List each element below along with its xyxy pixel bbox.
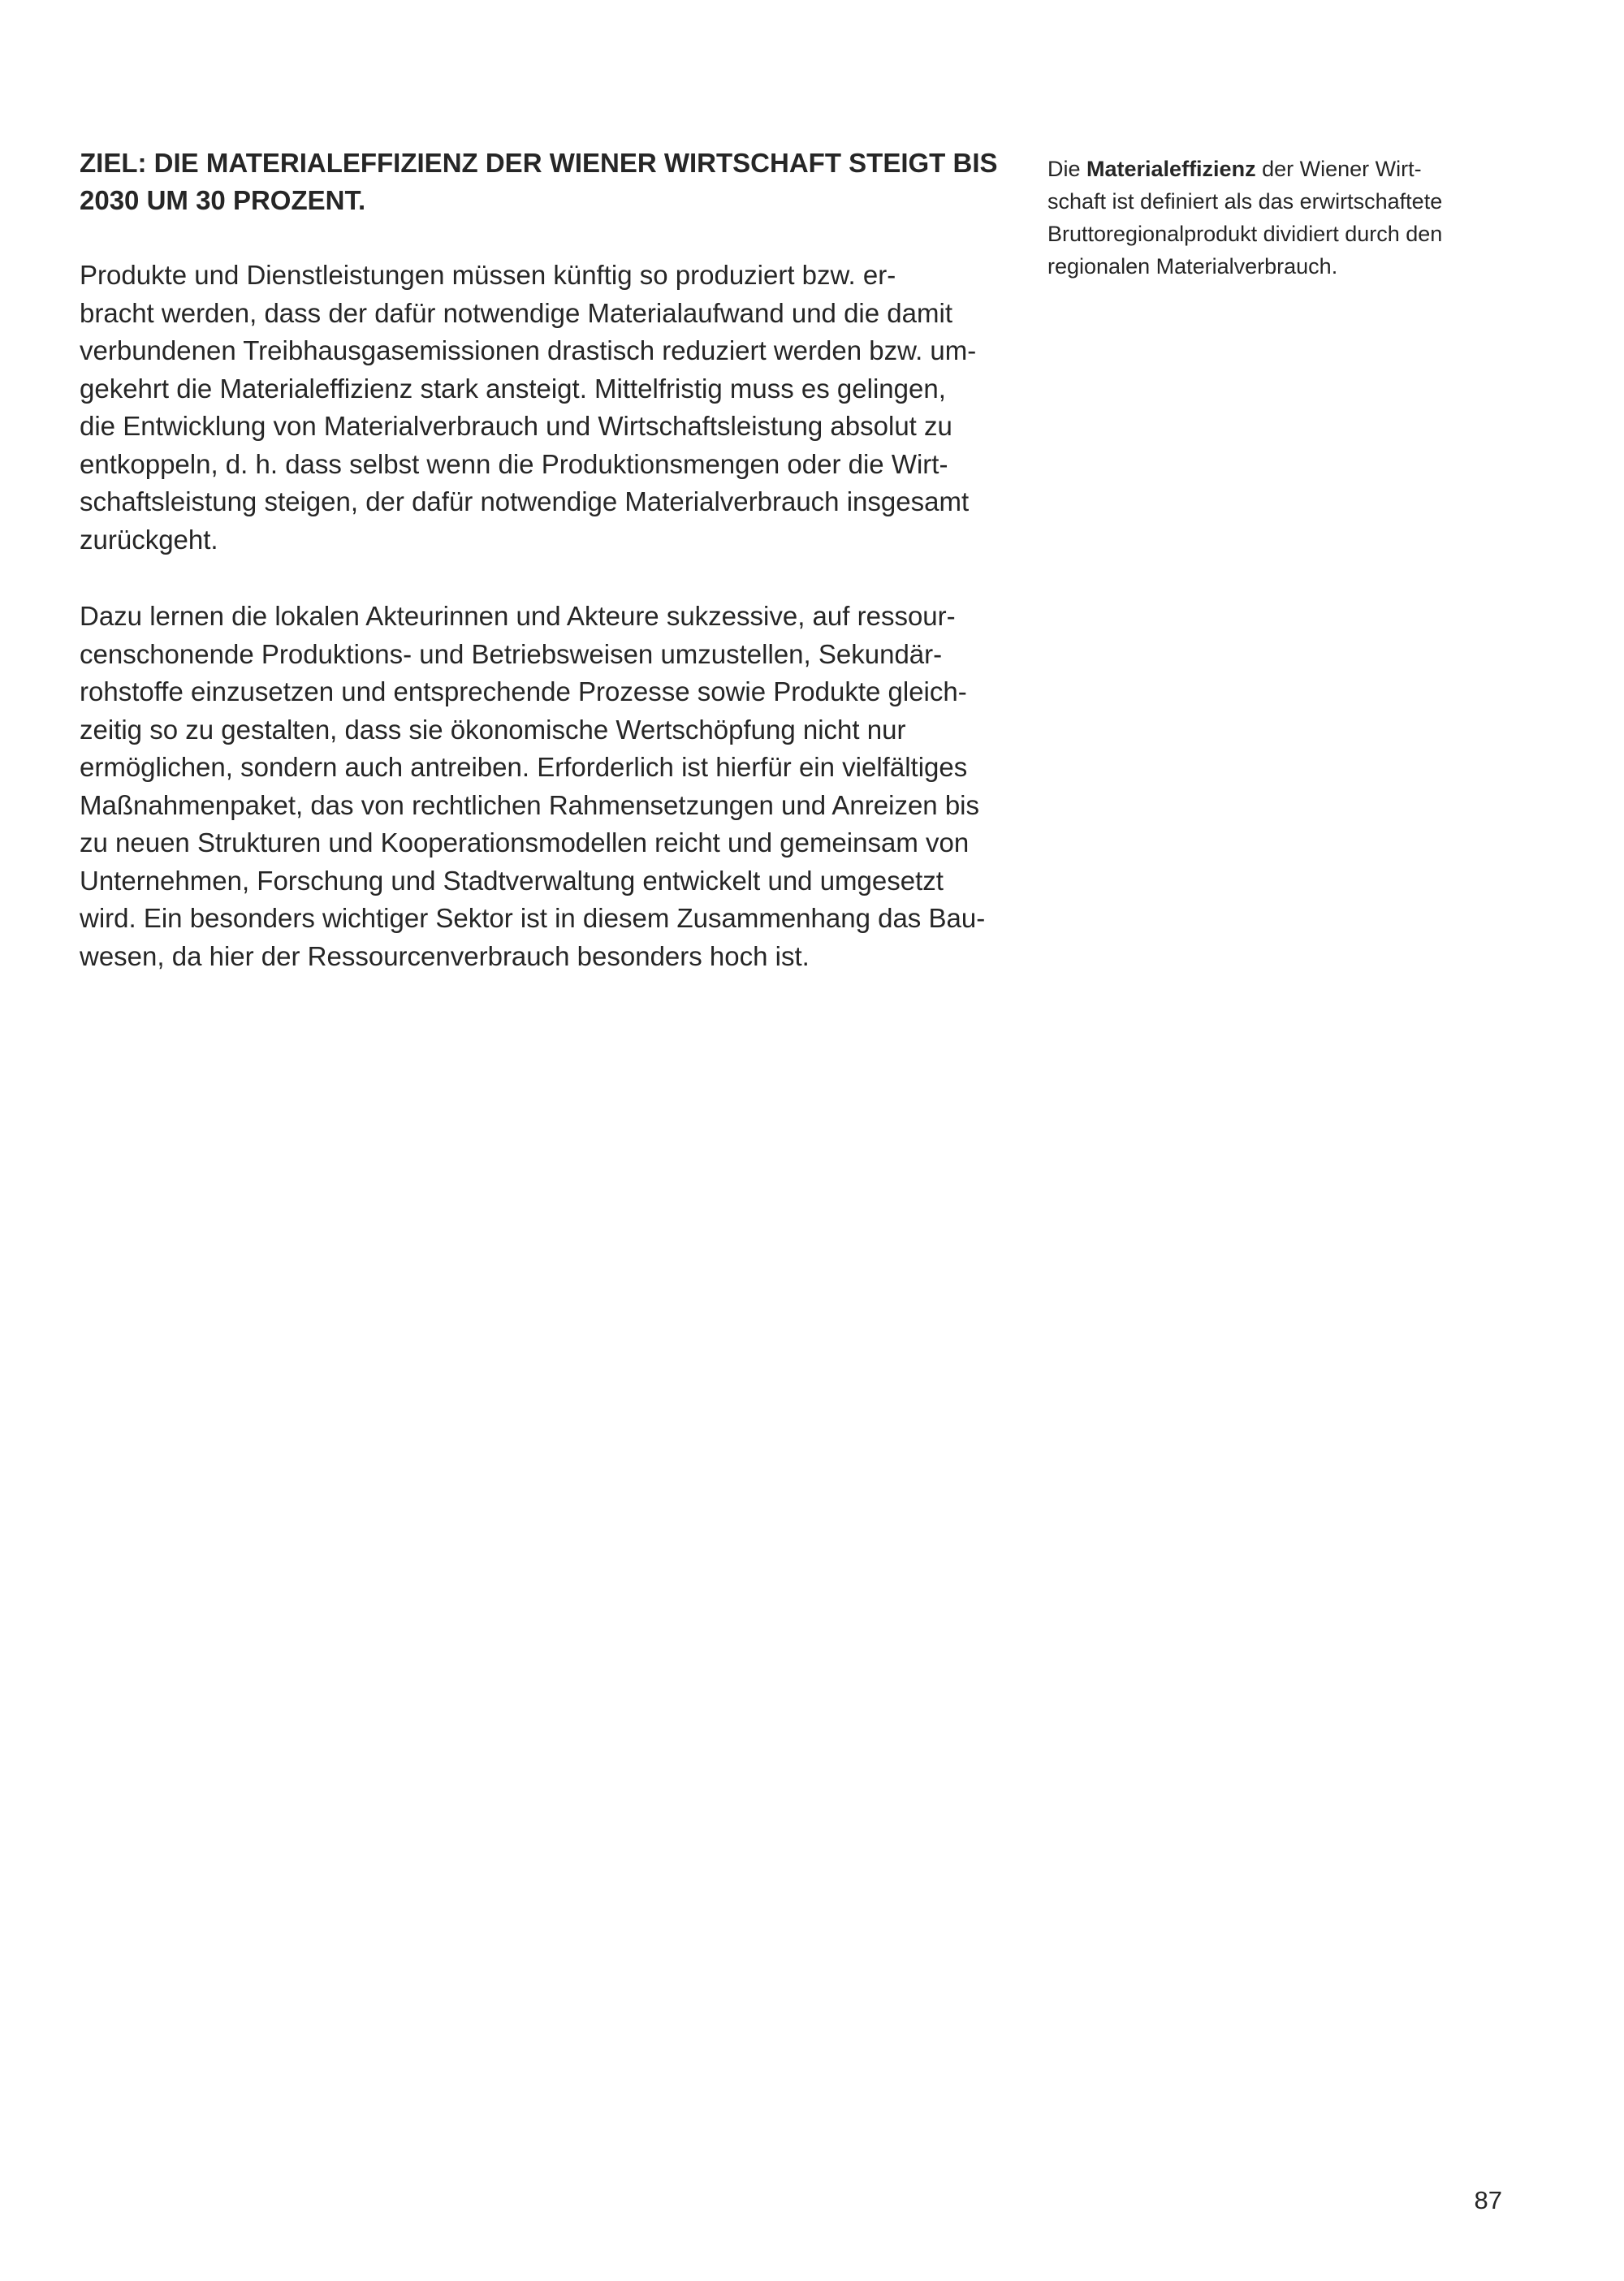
definition-sidenote: [1047, 153, 1502, 283]
paragraph-line: verbundenen Treibhausgasemissionen drastisch reduziert werden bzw. um-: [80, 335, 977, 365]
paragraph-line: rohstoffe einzusetzen und entsprechende Prozesse sowie Produkte gleich-: [80, 676, 967, 706]
goal-heading: [80, 145, 1013, 219]
paragraph-line: entkoppeln, d. h. dass selbst wenn die Produktionsmengen oder die Wirt-: [80, 448, 948, 479]
sidenote-term: Materialeffizienz: [1086, 157, 1256, 181]
paragraph-line: bracht werden, dass der dafür notwendige Materialaufwand und die damit: [80, 297, 952, 328]
body-paragraph-2: [80, 598, 985, 975]
goal-heading-line: 2030 UM 30 PROZENT.: [80, 185, 366, 215]
paragraph-line: censchonende Produktions- und Betriebsweisen umzustellen, Sekundär-: [80, 638, 943, 669]
paragraph-line: wird. Ein besonders wichtiger Sektor ist in diesem Zusammenhang das Bau-: [80, 903, 986, 933]
main-column: [80, 145, 1013, 971]
sidenote-suffix: der Wiener Wirt-: [1255, 157, 1422, 181]
sidenote-line: regionalen Materialverbrauch.: [1047, 254, 1338, 279]
paragraph-line: zurückgeht.: [80, 524, 218, 555]
sidenote-prefix: Die: [1047, 157, 1087, 181]
goal-heading-line: ZIEL: DIE MATERIALEFFIZIENZ DER WIENER WIRTSCHAFT STEIGT BIS: [80, 148, 998, 178]
page-number: 87: [1474, 2186, 1502, 2214]
paragraph-line: wesen, da hier der Ressourcenverbrauch besonders hoch ist.: [80, 940, 810, 971]
sidenote-line: [1047, 153, 1502, 185]
paragraph-line: ermöglichen, sondern auch antreiben. Erforderlich ist hierfür ein vielfältiges: [80, 752, 968, 782]
paragraph-line: die Entwicklung von Materialverbrauch und Wirtschaftsleistung absolut zu: [80, 411, 952, 441]
paragraph-line: Produkte und Dienstleistungen müssen künftig so produziert bzw. er-: [80, 260, 896, 290]
sidenote-line: schaft ist definiert als das erwirtschaftete: [1047, 189, 1443, 214]
paragraph-line: zeitig so zu gestalten, dass sie ökonomische Wertschöpfung nicht nur: [80, 714, 906, 745]
paragraph-line: Maßnahmenpaket, das von rechtlichen Rahmensetzungen und Anreizen bis: [80, 789, 980, 820]
paragraph-line: Unternehmen, Forschung und Stadtverwaltung entwickelt und umgesetzt: [80, 865, 944, 896]
paragraph-line: schaftsleistung steigen, der dafür notwendige Materialverbrauch insgesamt: [80, 486, 970, 516]
body-paragraph-1: [80, 257, 976, 559]
sidenote-line: Bruttoregionalprodukt dividiert durch den: [1047, 222, 1443, 246]
paragraph-line: zu neuen Strukturen und Kooperationsmodellen reicht und gemeinsam von: [80, 827, 970, 858]
paragraph-line: gekehrt die Materialeffizienz stark ansteigt. Mittelfristig muss es gelingen,: [80, 373, 946, 404]
paragraph-line: Dazu lernen die lokalen Akteurinnen und Akteure sukzessive, auf ressour-: [80, 601, 956, 631]
